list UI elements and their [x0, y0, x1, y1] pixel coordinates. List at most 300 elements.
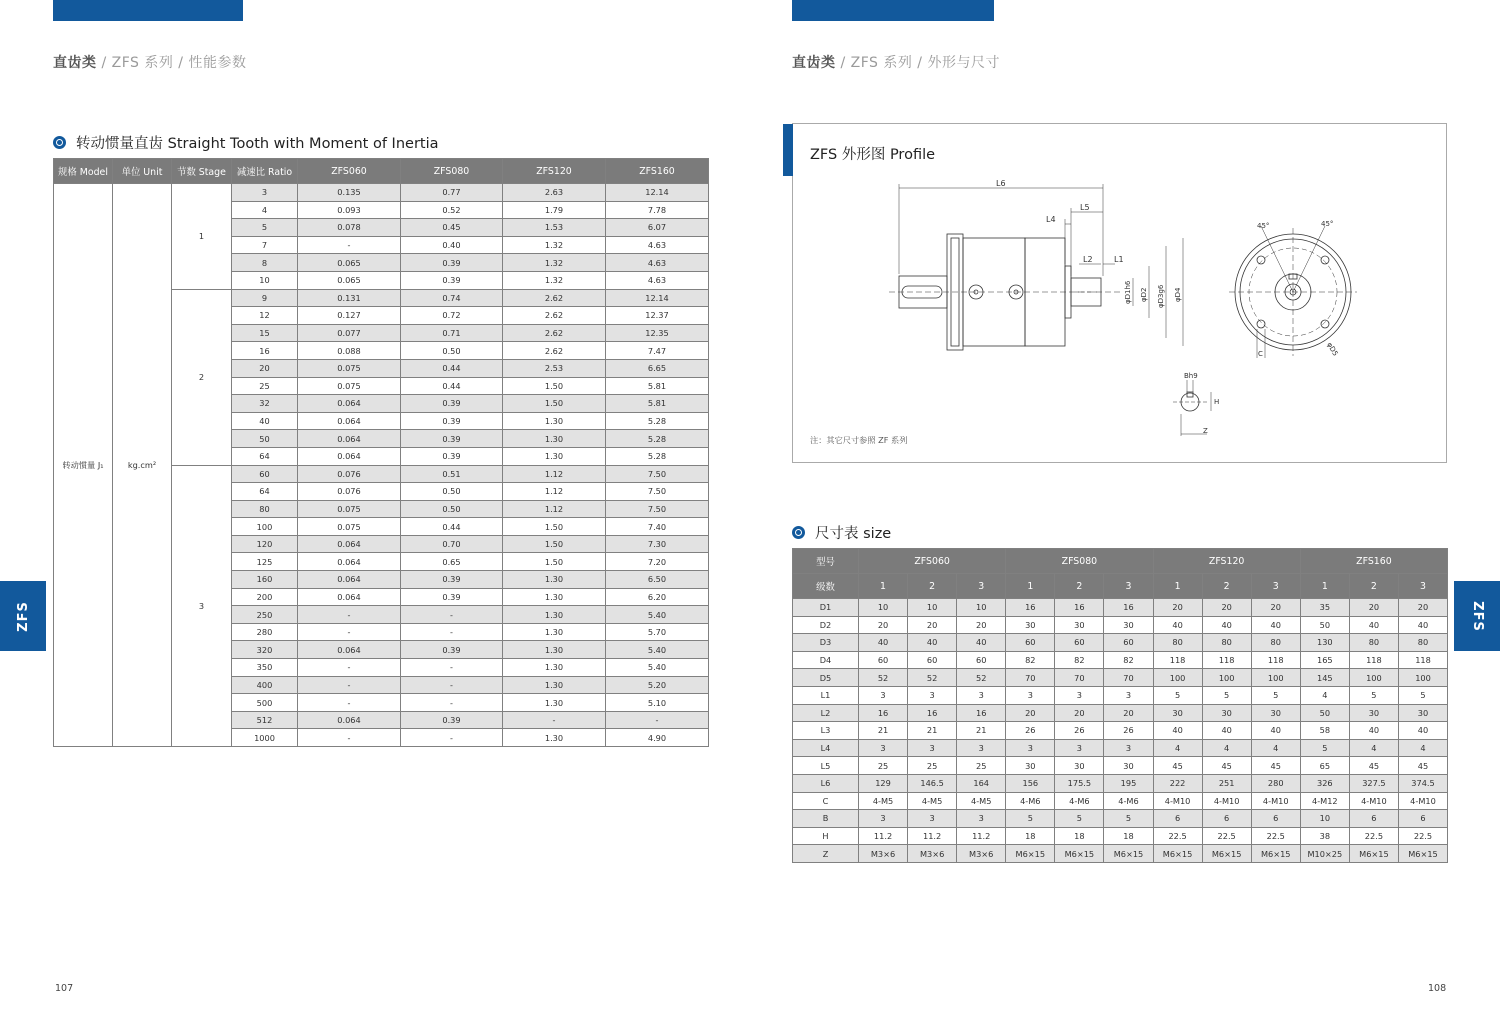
size-value-cell: 374.5 — [1398, 774, 1447, 792]
size-value-cell: 40 — [1349, 616, 1398, 634]
inertia-value-cell: 1.32 — [503, 236, 606, 254]
inertia-value-cell: 0.74 — [401, 289, 503, 307]
size-value-cell: 45 — [1251, 757, 1300, 775]
ratio-cell: 200 — [232, 588, 298, 606]
inertia-value-cell: 1.50 — [503, 553, 606, 571]
stage-cell: 1 — [172, 184, 232, 290]
inertia-value-cell: 0.52 — [401, 201, 503, 219]
inertia-value-cell: 0.135 — [298, 184, 401, 202]
size-row — [793, 774, 1448, 792]
inertia-value-cell: 1.30 — [503, 412, 606, 430]
inertia-value-cell: 0.39 — [401, 254, 503, 272]
size-value-cell: 327.5 — [1349, 774, 1398, 792]
size-value-cell: 70 — [1055, 669, 1104, 687]
size-value-cell: 38 — [1300, 827, 1349, 845]
inertia-value-cell: 0.078 — [298, 219, 401, 237]
inertia-value-cell: 0.39 — [401, 271, 503, 289]
inertia-value-cell: 6.07 — [606, 219, 709, 237]
size-row-label: L5 — [793, 757, 859, 775]
size-value-cell: 222 — [1153, 774, 1202, 792]
size-value-cell: 60 — [1055, 634, 1104, 652]
size-value-cell: 22.5 — [1153, 827, 1202, 845]
size-value-cell: 65 — [1300, 757, 1349, 775]
size-value-cell: 4-M6 — [1006, 792, 1055, 810]
size-row-label: H — [793, 827, 859, 845]
size-value-cell: 16 — [957, 704, 1006, 722]
size-value-cell: 118 — [1398, 651, 1447, 669]
size-value-cell: 22.5 — [1202, 827, 1251, 845]
left-breadcrumb — [53, 52, 246, 72]
inertia-value-cell: 0.39 — [401, 430, 503, 448]
ratio-cell: 120 — [232, 535, 298, 553]
label-d4: φD4 — [1174, 287, 1182, 302]
inertia-value-cell: 0.064 — [298, 711, 401, 729]
size-value-cell: 80 — [1251, 634, 1300, 652]
inertia-value-cell: 0.076 — [298, 465, 401, 483]
ratio-cell: 20 — [232, 359, 298, 377]
inertia-value-cell: - — [298, 236, 401, 254]
ratio-cell: 7 — [232, 236, 298, 254]
inertia-value-cell: 2.63 — [503, 184, 606, 202]
ratio-cell: 80 — [232, 500, 298, 518]
inertia-value-cell: 1.50 — [503, 518, 606, 536]
size-value-cell: 52 — [908, 669, 957, 687]
inertia-row — [54, 184, 709, 202]
size-section-title — [792, 522, 891, 543]
stage-cell: 3 — [172, 465, 232, 747]
label-d2: φD2 — [1140, 287, 1148, 302]
size-value-cell: 82 — [1104, 651, 1153, 669]
size-value-cell: 156 — [1006, 774, 1055, 792]
inertia-value-cell: 12.14 — [606, 289, 709, 307]
size-value-cell: 20 — [1202, 599, 1251, 617]
ratio-cell: 250 — [232, 606, 298, 624]
size-value-cell: 80 — [1349, 634, 1398, 652]
size-value-cell: 60 — [1006, 634, 1055, 652]
size-row-label: Z — [793, 845, 859, 863]
size-value-cell: 40 — [1251, 616, 1300, 634]
right-side-tab-label: ZFS — [1469, 600, 1485, 632]
size-value-cell: 6 — [1398, 810, 1447, 828]
inertia-value-cell: 1.30 — [503, 641, 606, 659]
ratio-cell: 12 — [232, 307, 298, 325]
size-value-cell: 3 — [957, 686, 1006, 704]
size-value-cell: 145 — [1300, 669, 1349, 687]
size-value-cell: 3 — [1055, 686, 1104, 704]
inertia-value-cell: - — [298, 623, 401, 641]
inertia-value-cell: - — [401, 694, 503, 712]
size-value-cell: 80 — [1398, 634, 1447, 652]
inertia-value-cell: 4.63 — [606, 271, 709, 289]
size-value-cell: 70 — [1006, 669, 1055, 687]
size-value-cell: 40 — [859, 634, 908, 652]
size-value-cell: 40 — [1251, 722, 1300, 740]
size-value-cell: 4 — [1251, 739, 1300, 757]
inertia-value-cell: 5.70 — [606, 623, 709, 641]
size-model-header: ZFS160 — [1300, 549, 1447, 574]
size-stage-header: 2 — [908, 574, 957, 599]
inertia-value-cell: 0.064 — [298, 395, 401, 413]
size-row — [793, 845, 1448, 863]
size-value-cell: 118 — [1251, 651, 1300, 669]
ratio-cell: 32 — [232, 395, 298, 413]
size-value-cell: 3 — [859, 686, 908, 704]
inertia-value-cell: 0.44 — [401, 377, 503, 395]
inertia-value-cell: 0.39 — [401, 588, 503, 606]
ratio-cell: 50 — [232, 430, 298, 448]
ratio-cell: 16 — [232, 342, 298, 360]
size-row — [793, 810, 1448, 828]
ratio-cell: 125 — [232, 553, 298, 571]
size-value-cell: 175.5 — [1055, 774, 1104, 792]
inertia-value-cell: 7.50 — [606, 465, 709, 483]
label-angle1: 45° — [1257, 222, 1270, 230]
inertia-value-cell: 0.39 — [401, 711, 503, 729]
inertia-value-cell: 0.075 — [298, 518, 401, 536]
inertia-value-cell: 0.71 — [401, 324, 503, 342]
inertia-value-cell: 0.075 — [298, 500, 401, 518]
ratio-cell: 280 — [232, 623, 298, 641]
size-value-cell: 16 — [1104, 599, 1153, 617]
inertia-value-cell: 5.40 — [606, 606, 709, 624]
inertia-value-cell: 7.50 — [606, 483, 709, 501]
inertia-header-cell: ZFS060 — [298, 159, 401, 184]
size-value-cell: 100 — [1398, 669, 1447, 687]
size-value-cell: 195 — [1104, 774, 1153, 792]
inertia-header-cell: ZFS160 — [606, 159, 709, 184]
size-value-cell: 40 — [1153, 616, 1202, 634]
size-value-cell: 10 — [957, 599, 1006, 617]
inertia-value-cell: 0.39 — [401, 412, 503, 430]
ratio-cell: 8 — [232, 254, 298, 272]
inertia-value-cell: 2.62 — [503, 324, 606, 342]
size-value-cell: 82 — [1055, 651, 1104, 669]
right-breadcrumb-bold: 直齿类 — [792, 55, 836, 71]
size-row — [793, 739, 1448, 757]
size-value-cell: 4 — [1300, 686, 1349, 704]
size-value-cell: 30 — [1251, 704, 1300, 722]
size-value-cell: 3 — [1006, 739, 1055, 757]
inertia-value-cell: 0.50 — [401, 483, 503, 501]
label-d5: φD5 — [1325, 341, 1340, 358]
size-value-cell: 30 — [1006, 757, 1055, 775]
inertia-value-cell: 1.50 — [503, 395, 606, 413]
ratio-cell: 40 — [232, 412, 298, 430]
label-d3: φD3g6 — [1157, 284, 1165, 308]
right-side-tab — [1454, 581, 1500, 651]
size-value-cell: 10 — [859, 599, 908, 617]
size-value-cell: 60 — [1104, 634, 1153, 652]
size-value-cell: 60 — [908, 651, 957, 669]
inertia-header-cell: 规格 Model — [54, 159, 113, 184]
inertia-table — [53, 158, 709, 747]
left-top-bar — [53, 0, 243, 21]
size-value-cell: 4 — [1202, 739, 1251, 757]
inertia-value-cell: 0.064 — [298, 553, 401, 571]
inertia-value-cell: 6.65 — [606, 359, 709, 377]
inertia-value-cell: 0.65 — [401, 553, 503, 571]
inertia-value-cell: - — [298, 606, 401, 624]
gear-icon — [53, 136, 66, 149]
inertia-header-cell: 节数 Stage — [172, 159, 232, 184]
inertia-value-cell: 7.78 — [606, 201, 709, 219]
inertia-header-cell: ZFS080 — [401, 159, 503, 184]
ratio-cell: 512 — [232, 711, 298, 729]
size-value-cell: 40 — [1153, 722, 1202, 740]
right-breadcrumb-rest: / ZFS 系列 / 外形与尺寸 — [835, 55, 1000, 71]
size-value-cell: M3×6 — [859, 845, 908, 863]
size-value-cell: 100 — [1202, 669, 1251, 687]
size-stage-header: 3 — [1251, 574, 1300, 599]
inertia-value-cell: 2.53 — [503, 359, 606, 377]
ratio-cell: 500 — [232, 694, 298, 712]
size-value-cell: 11.2 — [859, 827, 908, 845]
model-label-cell: 转动惯量 J₁ — [54, 184, 113, 747]
inertia-value-cell: 7.50 — [606, 500, 709, 518]
inertia-value-cell: 0.50 — [401, 500, 503, 518]
size-row — [793, 792, 1448, 810]
inertia-value-cell: - — [298, 676, 401, 694]
size-value-cell: 4-M6 — [1104, 792, 1153, 810]
inertia-value-cell: 4.90 — [606, 729, 709, 747]
size-value-cell: 280 — [1251, 774, 1300, 792]
size-stage-header: 1 — [1153, 574, 1202, 599]
size-value-cell: 52 — [957, 669, 1006, 687]
ratio-cell: 10 — [232, 271, 298, 289]
profile-title: ZFS 外形图 Profile — [810, 147, 936, 163]
size-value-cell: 4 — [1398, 739, 1447, 757]
size-row-label: L6 — [793, 774, 859, 792]
size-value-cell: 52 — [859, 669, 908, 687]
size-stage-header: 3 — [1104, 574, 1153, 599]
size-value-cell: 4-M5 — [908, 792, 957, 810]
size-value-cell: 18 — [1104, 827, 1153, 845]
size-value-cell: 26 — [1055, 722, 1104, 740]
size-value-cell: 10 — [1300, 810, 1349, 828]
size-row-label: D3 — [793, 634, 859, 652]
inertia-value-cell: 1.50 — [503, 377, 606, 395]
size-value-cell: M6×15 — [1153, 845, 1202, 863]
size-value-cell: 5 — [1055, 810, 1104, 828]
size-row-label: C — [793, 792, 859, 810]
label-angle2: 45° — [1321, 220, 1334, 228]
inertia-value-cell: 6.20 — [606, 588, 709, 606]
inertia-value-cell: 1.30 — [503, 571, 606, 589]
inertia-value-cell: 0.088 — [298, 342, 401, 360]
size-value-cell: 70 — [1104, 669, 1153, 687]
size-value-cell: 45 — [1349, 757, 1398, 775]
inertia-value-cell: 2.62 — [503, 289, 606, 307]
size-value-cell: 4-M10 — [1202, 792, 1251, 810]
size-value-cell: 21 — [859, 722, 908, 740]
ratio-cell: 60 — [232, 465, 298, 483]
size-value-cell: 3 — [908, 686, 957, 704]
left-breadcrumb-bold: 直齿类 — [53, 55, 97, 71]
gear-icon — [792, 526, 805, 539]
inertia-value-cell: 1.30 — [503, 606, 606, 624]
inertia-value-cell: 5.40 — [606, 641, 709, 659]
inertia-value-cell: 5.81 — [606, 395, 709, 413]
ratio-cell: 64 — [232, 447, 298, 465]
size-row-label: L3 — [793, 722, 859, 740]
label-z: Z — [1203, 427, 1208, 435]
size-value-cell: 40 — [908, 634, 957, 652]
ratio-cell: 15 — [232, 324, 298, 342]
size-value-cell: 40 — [1398, 616, 1447, 634]
size-table — [792, 548, 1448, 863]
inertia-value-cell: 5.28 — [606, 412, 709, 430]
size-value-cell: 50 — [1300, 616, 1349, 634]
size-value-cell: 30 — [1104, 757, 1153, 775]
size-value-cell: 16 — [1006, 599, 1055, 617]
inertia-value-cell: 0.44 — [401, 359, 503, 377]
inertia-value-cell: 5.81 — [606, 377, 709, 395]
inertia-value-cell: 1.12 — [503, 465, 606, 483]
size-value-cell: 4-M5 — [957, 792, 1006, 810]
inertia-value-cell: 1.30 — [503, 447, 606, 465]
inertia-value-cell: 0.065 — [298, 254, 401, 272]
size-value-cell: 100 — [1349, 669, 1398, 687]
size-value-cell: 26 — [1104, 722, 1153, 740]
inertia-value-cell: 0.127 — [298, 307, 401, 325]
size-stage-header: 3 — [1398, 574, 1447, 599]
size-value-cell: 30 — [1104, 616, 1153, 634]
inertia-value-cell: - — [503, 711, 606, 729]
inertia-value-cell: 1.30 — [503, 623, 606, 641]
size-value-cell: 5 — [1251, 686, 1300, 704]
size-value-cell: 45 — [1202, 757, 1251, 775]
size-value-cell: 3 — [908, 739, 957, 757]
ratio-cell: 4 — [232, 201, 298, 219]
size-value-cell: 326 — [1300, 774, 1349, 792]
size-value-cell: 18 — [1055, 827, 1104, 845]
size-value-cell: 20 — [1153, 599, 1202, 617]
inertia-value-cell: - — [401, 659, 503, 677]
size-row-label: D1 — [793, 599, 859, 617]
size-value-cell: 4 — [1349, 739, 1398, 757]
size-value-cell: 25 — [957, 757, 1006, 775]
ratio-cell: 100 — [232, 518, 298, 536]
size-value-cell: 6 — [1153, 810, 1202, 828]
size-stage-header-label: 级数 — [793, 574, 859, 599]
size-row — [793, 616, 1448, 634]
inertia-value-cell: 0.076 — [298, 483, 401, 501]
inertia-value-cell: - — [401, 729, 503, 747]
size-value-cell: 26 — [1006, 722, 1055, 740]
inertia-value-cell: - — [298, 729, 401, 747]
size-value-cell: 30 — [1006, 616, 1055, 634]
inertia-header-cell: 单位 Unit — [113, 159, 172, 184]
size-row-label: L1 — [793, 686, 859, 704]
size-value-cell: 129 — [859, 774, 908, 792]
size-stage-header: 1 — [859, 574, 908, 599]
size-value-cell: 164 — [957, 774, 1006, 792]
inertia-value-cell: 12.35 — [606, 324, 709, 342]
inertia-value-cell: 0.44 — [401, 518, 503, 536]
inertia-title-text: 转动惯量直齿 Straight Tooth with Moment of Inertia — [76, 136, 439, 152]
inertia-value-cell: 1.30 — [503, 729, 606, 747]
inertia-value-cell: 7.47 — [606, 342, 709, 360]
ratio-cell: 160 — [232, 571, 298, 589]
label-d1: φD1h6 — [1124, 280, 1132, 304]
size-value-cell: 21 — [957, 722, 1006, 740]
size-value-cell: 30 — [1153, 704, 1202, 722]
inertia-value-cell: 0.40 — [401, 236, 503, 254]
inertia-header-cell: ZFS120 — [503, 159, 606, 184]
size-value-cell: 30 — [1398, 704, 1447, 722]
inertia-value-cell: 1.32 — [503, 254, 606, 272]
size-value-cell: 146.5 — [908, 774, 957, 792]
size-row — [793, 634, 1448, 652]
size-value-cell: 60 — [859, 651, 908, 669]
label-l6: L6 — [996, 179, 1006, 188]
inertia-value-cell: 1.30 — [503, 694, 606, 712]
size-value-cell: M6×15 — [1006, 845, 1055, 863]
size-model-header: ZFS060 — [859, 549, 1006, 574]
inertia-value-cell: 0.70 — [401, 535, 503, 553]
size-model-header: ZFS120 — [1153, 549, 1300, 574]
inertia-value-cell: - — [401, 623, 503, 641]
label-bh9: Bh9 — [1184, 372, 1198, 380]
inertia-value-cell: 5.28 — [606, 430, 709, 448]
inertia-value-cell: 0.39 — [401, 395, 503, 413]
size-value-cell: 5 — [1349, 686, 1398, 704]
size-stage-header: 2 — [1202, 574, 1251, 599]
size-value-cell: M6×15 — [1202, 845, 1251, 863]
inertia-value-cell: 2.62 — [503, 342, 606, 360]
label-l2: L2 — [1083, 255, 1093, 264]
inertia-value-cell: - — [401, 606, 503, 624]
inertia-value-cell: 2.62 — [503, 307, 606, 325]
inertia-value-cell: 1.30 — [503, 588, 606, 606]
inertia-value-cell: - — [298, 694, 401, 712]
size-value-cell: 20 — [1055, 704, 1104, 722]
label-l1: L1 — [1114, 255, 1124, 264]
size-value-cell: 5 — [1398, 686, 1447, 704]
size-value-cell: 20 — [908, 616, 957, 634]
size-value-cell: 25 — [908, 757, 957, 775]
size-value-cell: 21 — [908, 722, 957, 740]
inertia-section-title — [53, 132, 439, 153]
inertia-value-cell: 1.53 — [503, 219, 606, 237]
size-row-label: B — [793, 810, 859, 828]
size-value-cell: 5 — [1104, 810, 1153, 828]
size-model-header: ZFS080 — [1006, 549, 1153, 574]
inertia-value-cell: 0.064 — [298, 535, 401, 553]
left-page-number: 107 — [55, 983, 74, 994]
size-value-cell: 100 — [1251, 669, 1300, 687]
ratio-cell: 25 — [232, 377, 298, 395]
size-value-cell: 3 — [957, 810, 1006, 828]
size-value-cell: 5 — [1153, 686, 1202, 704]
size-row — [793, 757, 1448, 775]
inertia-value-cell: 12.14 — [606, 184, 709, 202]
size-value-cell: 20 — [1251, 599, 1300, 617]
inertia-value-cell: 0.064 — [298, 412, 401, 430]
size-value-cell: 4 — [1153, 739, 1202, 757]
size-value-cell: 4-M10 — [1251, 792, 1300, 810]
inertia-value-cell: 0.075 — [298, 359, 401, 377]
size-value-cell: 22.5 — [1251, 827, 1300, 845]
size-value-cell: 40 — [957, 634, 1006, 652]
inertia-value-cell: 0.131 — [298, 289, 401, 307]
size-value-cell: 22.5 — [1398, 827, 1447, 845]
size-value-cell: 118 — [1153, 651, 1202, 669]
inertia-value-cell: 0.77 — [401, 184, 503, 202]
unit-label-cell: kg.cm² — [113, 184, 172, 747]
size-value-cell: 130 — [1300, 634, 1349, 652]
inertia-value-cell: 1.50 — [503, 535, 606, 553]
